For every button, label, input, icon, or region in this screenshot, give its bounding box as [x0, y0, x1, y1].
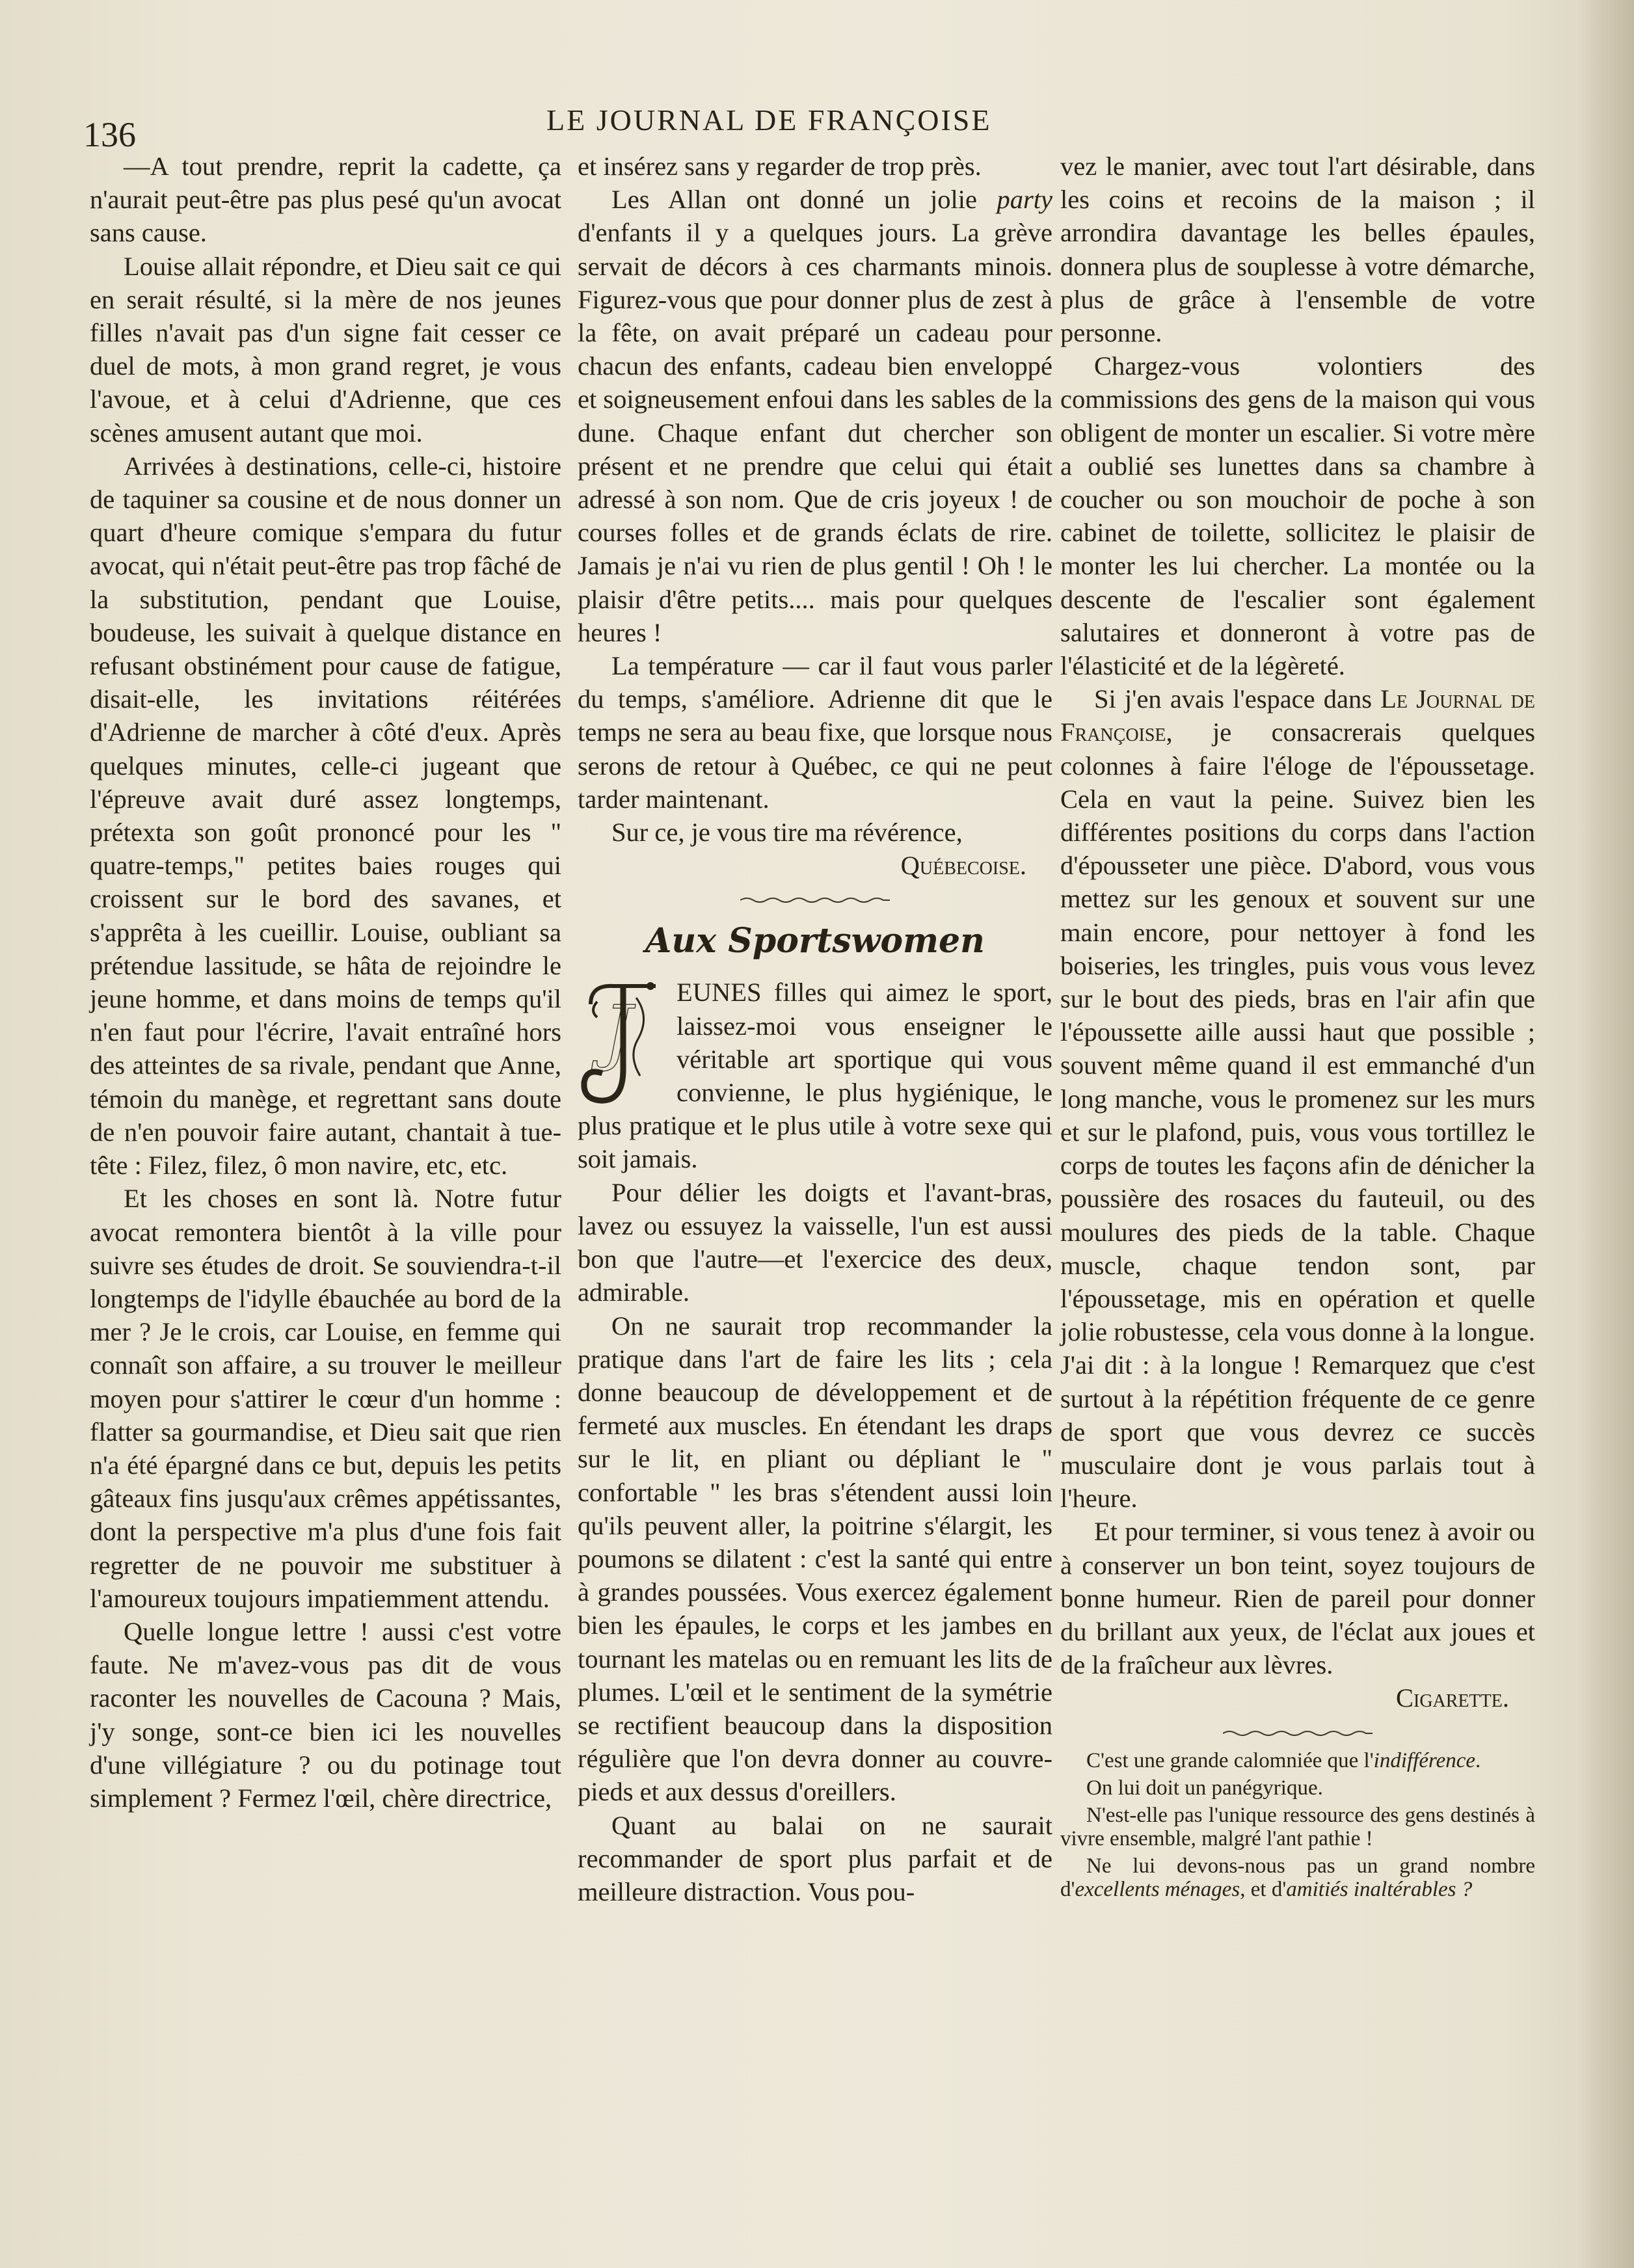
- text-run: Ne lui devons-nous pas un grand nombre d': [1060, 1854, 1535, 1901]
- paragraph: —A tout prendre, reprit la cadette, ça n'aurait peut-être pas plus pesé qu'un avocat sans cause.: [90, 152, 561, 248]
- drop-cap-j-ornament: [578, 978, 666, 1108]
- maxim: N'est-elle pas l'unique ressource des gens destinés à vivre ensemble, malgré l'ant pathie !: [1060, 1803, 1535, 1850]
- maxims-block: [1060, 1749, 1535, 1901]
- text-run: , je consacrerais quelques colonnes à faire l'éloge de l'époussetage. Cela en vaut la peine. Suivez bien les différentes positions du corps dans l'action d'épousseter une pièce. D'abord, vous vous mettez sur les genoux et souvent sur une main encore, pour nettoyer à fond les boiseries, les tringles, puis vous vous levez sur le bout des pieds, bras en l'air afin que l'époussette aille aussi haut que possible ; souvent même quand il est emmanché d'un long manche, vous le promenez sur les murs et sur le plafond, puis, vous vous tortillez le corps de toutes les façons afin de dénicher la poussière des rosaces du fauteuil, ou des moulures des pieds de la table. Chaque muscle, chaque tendon sont, par l'époussetage, mis en opération et quelle jolie robustesse, cela vous donne à la longue. J'ai dit : à la longue ! Remarquez que c'est surtout à la répétition fréquente de ce genre de sport que vous devrez ce succès musculaire dont je vous parlais tout à l'heure.: [1060, 717, 1535, 1514]
- paragraph: Quelle longue lettre ! aussi c'est votre faute. Ne m'avez-vous pas dit de vous raconter les nouvelles de Cacouna ? Mais, j'y songe, sont-ce bien ici les nouvelles d'une villégiature ? ou du potinage tout simplement ? Fermez l'œil, chère directrice,: [90, 1616, 561, 1813]
- paragraph-chargez: Chargez-vous volontiers des commissions des gens de la maison qui vous obligent de monter un escalier. Si votre mère a oublié ses lunettes dans sa chambre à coucher ou son mouchoir de poche à son cabinet de toilette, sollicitez le plaisir de monter les lui chercher. La montée ou la descente de l'escalier sont également salutaires et donneront à votre pas de l'élasticité et de la légèreté.: [1060, 351, 1535, 681]
- text-run: Les Allan ont donné un jolie: [611, 185, 997, 215]
- column-2: [578, 150, 1052, 1908]
- drop-cap-letter: J: [604, 990, 633, 1074]
- italic-word: indifférence: [1373, 1748, 1476, 1772]
- paragraph-farewell: Sur ce, je vous tire ma révérence,: [611, 818, 963, 847]
- drop-cap-ornament: [578, 978, 666, 1108]
- author-signature-cigarette: Cigarette.: [1396, 1683, 1509, 1713]
- italic-phrase: amitiés inaltérables ?: [1286, 1877, 1473, 1901]
- paragraph-allan: [578, 183, 1052, 649]
- paragraph-espace: [1060, 682, 1535, 1515]
- paragraph-continuation: vez le manier, avec tout l'art désirable, dans les coins et recoins de la maison ; il arrondira davantage les belles épaules, donnera plus de souplesse à votre démarche, plus de grâce à l'ensemble de votre personne.: [1060, 152, 1535, 348]
- article-heading: Aux Sportswomen: [645, 921, 985, 961]
- text-run: C'est une grande calomniée que l': [1086, 1748, 1374, 1772]
- paragraph: Louise allait répondre, et Dieu sait ce qui en serait résulté, si la mère de nos jeunes filles n'avait pas d'un signe fait cesser ce duel de mots, à mon grand regret, je vous l'avoue, et à celui d'Adrienne, que ces scènes amusent autant que moi.: [90, 251, 561, 447]
- maxim: On lui doit un panégyrique.: [1086, 1776, 1323, 1800]
- paragraph-temperature: La température — car il faut vous parler du temps, s'améliore. Adrienne dit que le temps ne sera au beau fixe, que lorsque nous serons de retour à Québec, ce qui ne peut tarder maintenant.: [578, 651, 1052, 814]
- wavy-rule-ornament: [1223, 1724, 1373, 1742]
- wavy-rule-ornament: [740, 891, 890, 909]
- paragraph: On ne saurait trop recommander la pratique dans l'art de faire les lits ; cela donne beaucoup de développement et de fermeté aux muscles. En étendant les draps sur le lit, en pliant ou dépliant le " confortable " les bras s'étendent aussi loin qu'ils peuvent aller, la poitrine s'élargit, les poumons se dilatent : c'est la santé qui entre à grandes poussées. Vous exercez également bien les épaules, le corps et les jambes en tournant les matelas ou en remuant les lits de plumes. L'œil et le sentiment de la symétrie se rectifient beaucoup dans la disposition régulière que l'on devra donner au couvre-pieds et aux dessus d'oreillers.: [578, 1311, 1052, 1807]
- wavy-separator-rule: [1223, 1724, 1373, 1742]
- paragraph: Arrivées à destinations, celle-ci, histoire de taquiner sa cousine et de nous donner un quart d'heure comique s'empara du futur avocat, qui n'était peut-être pas trop fâché de la substitution, pendant que Louise, boudeuse, les suivait à quelque distance en refusant obstinément pour cause de fatigue, disait-elle, les invitations réitérées d'Adrienne de marcher à côté d'eux. Après quelques minutes, celle-ci jugeant que l'épreuve avait duré assez longtemps, prétexta son goût prononcé pour les " quatre-temps," petites baies rouges qui croissent sur le bord des savanes, et s'apprêta à les cueillir. Louise, oubliant sa prétendue lassitude, se hâta de rejoindre le jeune homme, et dans moins de temps qu'il n'en faut pour l'écrire, l'avait entraîné hors des atteintes de sa rivale, pendant que Anne, témoin du manège, et regrettant sans doute de n'en pouvoir faire autant, chantait à tue-tête : Filez, filez, ô mon navire, etc, etc.: [90, 451, 561, 1181]
- paragraph-continuation: et insérez sans y regarder de trop près.: [578, 152, 982, 181]
- text-run: Si j'en avais l'espace dans: [1094, 684, 1381, 714]
- column-1: [90, 150, 561, 1815]
- text-run: .: [1475, 1748, 1481, 1772]
- running-head-title: LE JOURNAL DE FRANÇOISE: [546, 103, 992, 137]
- italic-phrase: excellents ménages: [1075, 1877, 1240, 1901]
- lead-word: EUNES: [676, 978, 762, 1007]
- page-binding-edge: [1575, 0, 1634, 2268]
- paragraph: Pour délier les doigts et l'avant-bras, lavez ou essuyez la vaisselle, l'un est aussi bon que l'autre—et l'exercice des deux, admirable.: [578, 1177, 1052, 1307]
- author-signature-quebecoise: Québecoise.: [900, 851, 1026, 881]
- italic-word: party: [997, 185, 1052, 215]
- wavy-separator-rule: [740, 891, 890, 909]
- paragraph: Et les choses en sont là. Notre futur avocat remontera bientôt à la ville pour suivre ses études de droit. Se souviendra-t-il longtemps de l'idylle ébauchée au bord de la mer ? Je le crois, car Louise, en femme qui connaît son affaire, a su trouver le meilleur moyen pour s'attirer le cœur d'un homme : flatter sa gourmandise, et Dieu sait que rien n'a été épargné dans ce but, depuis les petits gâteaux fins jusqu'aux crêmes appétissantes, dont la perspective m'a plus d'une fois fait regretter de ne pouvoir me substituer à l'amoureux toujours impatiemment attendu.: [90, 1184, 561, 1613]
- text-run: , et d': [1240, 1877, 1287, 1901]
- column-3: [1060, 150, 1535, 1905]
- text-run: d'enfants il y a quelques jours. La grève servait de décors à ces charmants minois. Figurez-vous que pour donner plus de zest à la fête, on avait préparé un cadeau pour chacun des enfants, cadeau bien enveloppé et soigneusement enfoui dans les sables de la dune. Chaque enfant dut chercher son présent et ne prendre que celui qui était adressé à son nom. Que de cris joyeux ! de courses folles et de grands éclats de rire. Jamais je n'ai vu rien de plus gentil ! Oh ! le plaisir d'être petits.... mais pour quelques heures !: [578, 218, 1052, 647]
- text-run: filles qui aimez le sport, laissez-moi vous enseigner le véritable art sportique qui vous convienne, le plus hygiénique, le plus pratique et le plus utile à votre sexe qui soit jamais.: [578, 978, 1052, 1174]
- page-number: 136: [83, 115, 136, 154]
- paragraph: Quant au balai on ne saurait recommander de sport plus parfait et de meilleure distraction. Vous pou-: [578, 1810, 1052, 1906]
- paragraph-terminer: Et pour terminer, si vous tenez à avoir ou à conserver un bon teint, soyez toujours de bonne humeur. Rien de pareil pour donner du brillant aux yeux, de l'éclat aux joues et de la fraîcheur aux lèvres.: [1060, 1517, 1535, 1680]
- maxim: [1060, 1749, 1535, 1772]
- maxim: [1060, 1854, 1535, 1901]
- journal-name-smallcaps: Le Journal de Françoise: [1060, 684, 1535, 747]
